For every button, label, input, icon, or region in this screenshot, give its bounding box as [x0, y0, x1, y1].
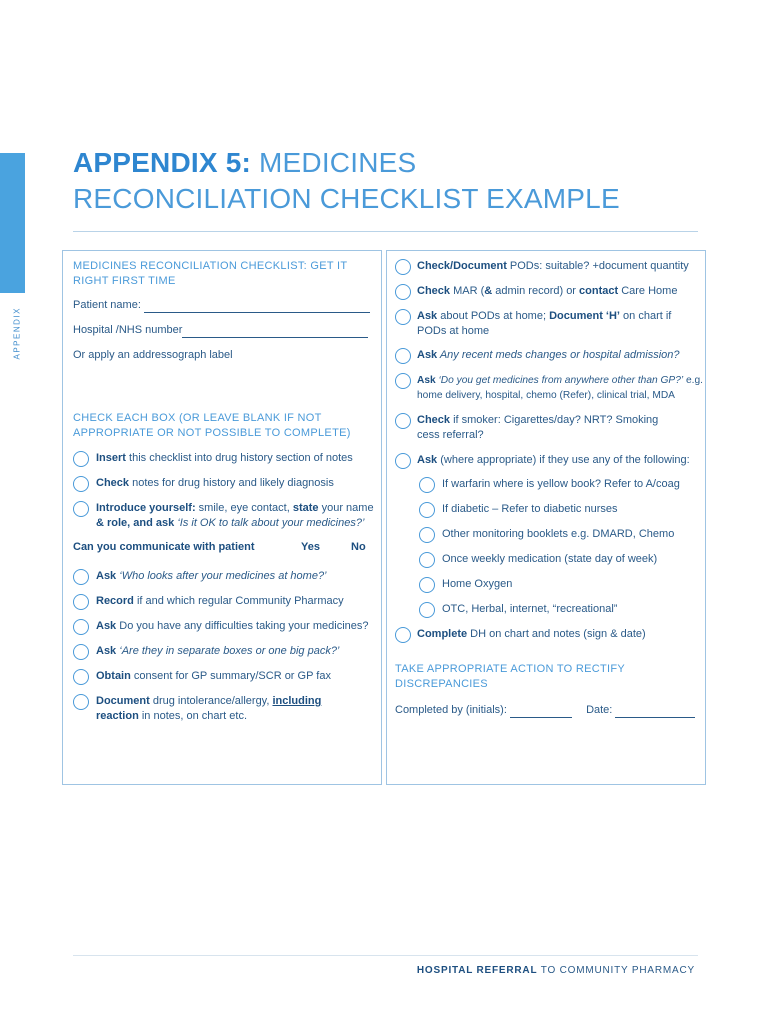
checkbox-otc[interactable] [419, 602, 435, 618]
action-heading-2: DISCREPANCIES [395, 678, 488, 690]
sub-item-warfarin: If warfarin where is yellow book? Refer to A/coag [442, 478, 680, 490]
item-document-line2: reaction in notes, on chart etc. [96, 710, 248, 722]
date-line[interactable] [615, 706, 695, 718]
title-line2: RECONCILIATION CHECKLIST EXAMPLE [73, 183, 620, 214]
title-divider [73, 231, 698, 232]
communicate-label: Can you communicate with patient [73, 541, 255, 553]
item-ask-other: Ask ‘Do you get medicines from anywhere other than GP?’ e.g. [417, 375, 703, 386]
item-check-smoker-line2: cess referral? [417, 429, 484, 441]
side-label: APPENDIX [12, 307, 22, 360]
completed-by-line[interactable] [510, 706, 572, 718]
item-ask-following: Ask (where appropriate) if they use any of the following: [417, 454, 690, 466]
completed-by-field[interactable] [395, 703, 695, 718]
left-heading-1: MEDICINES RECONCILIATION CHECKLIST: GET IT [73, 260, 348, 272]
item-introduce: Introduce yourself: smile, eye contact, state your name [96, 502, 374, 514]
patient-name-label: Patient name: [73, 299, 141, 311]
checkbox-document[interactable] [73, 694, 89, 710]
checkbox-weekly[interactable] [419, 552, 435, 568]
checkbox-check-document[interactable] [395, 259, 411, 275]
hospital-nhs-line[interactable] [182, 326, 368, 338]
item-check-smoker: Check if smoker: Cigarettes/day? NRT? Smoking [417, 414, 659, 426]
item-ask-other-line2: home delivery, hospital, chemo (Refer), clinical trial, MDA [417, 390, 675, 401]
checkbox-check-smoker[interactable] [395, 413, 411, 429]
checkbox-ask-pods[interactable] [395, 309, 411, 325]
side-tab [0, 153, 25, 293]
patient-name-field[interactable] [73, 298, 370, 313]
checkbox-ask-who[interactable] [73, 569, 89, 585]
checkbox-ask-recent[interactable] [395, 348, 411, 364]
checkbox-introduce[interactable] [73, 501, 89, 517]
title-line1-rest: MEDICINES [251, 147, 417, 178]
item-complete: Complete DH on chart and notes (sign & date) [417, 628, 646, 640]
item-check-document: Check/Document PODs: suitable? +document quantity [417, 260, 689, 272]
checkbox-check-notes[interactable] [73, 476, 89, 492]
communicate-no[interactable]: No [351, 541, 366, 553]
page-title [73, 145, 620, 217]
item-obtain: Obtain consent for GP summary/SCR or GP fax [96, 670, 331, 682]
completed-by-label: Completed by (initials): [395, 704, 507, 716]
date-label: Date: [586, 704, 613, 716]
checkbox-check-mar[interactable] [395, 284, 411, 300]
checkbox-warfarin[interactable] [419, 477, 435, 493]
item-insert: Insert this checklist into drug history section of notes [96, 452, 353, 464]
sub-item-oxygen: Home Oxygen [442, 578, 513, 590]
item-record: Record if and which regular Community Pharmacy [96, 595, 344, 607]
footer-divider [73, 955, 698, 956]
checkbox-obtain[interactable] [73, 669, 89, 685]
title-prefix: APPENDIX 5: [73, 147, 252, 178]
checkbox-record[interactable] [73, 594, 89, 610]
item-ask-recent: Ask Any recent meds changes or hospital admission? [417, 349, 680, 361]
sub-item-diabetic: If diabetic – Refer to diabetic nurses [442, 503, 618, 515]
item-ask-who: Ask ‘Who looks after your medicines at home?’ [96, 570, 327, 582]
left-heading-2: RIGHT FIRST TIME [73, 275, 176, 287]
patient-name-line[interactable] [144, 301, 370, 313]
hospital-nhs-label: Hospital /NHS number [73, 324, 183, 336]
checkbox-insert[interactable] [73, 451, 89, 467]
addressograph-text: Or apply an addressograph label [73, 349, 233, 361]
item-ask-pods-line2: PODs at home [417, 325, 490, 337]
checkbox-ask-following[interactable] [395, 453, 411, 469]
checkbox-ask-other[interactable] [395, 373, 411, 389]
checkbox-ask-boxes[interactable] [73, 644, 89, 660]
checkbox-ask-difficulties[interactable] [73, 619, 89, 635]
checkbox-monitoring[interactable] [419, 527, 435, 543]
sub-item-weekly: Once weekly medication (state day of week) [442, 553, 658, 565]
sub-item-monitoring: Other monitoring booklets e.g. DMARD, Chemo [442, 528, 675, 540]
item-introduce-line2: & role, and ask ‘Is it OK to talk about your medicines?’ [96, 517, 365, 529]
sub-item-otc: OTC, Herbal, internet, “recreational” [442, 603, 618, 615]
checkbox-complete[interactable] [395, 627, 411, 643]
footer [417, 965, 695, 976]
action-heading-1: TAKE APPROPRIATE ACTION TO RECTIFY [395, 663, 626, 675]
hospital-nhs-field[interactable] [73, 323, 368, 338]
item-ask-difficulties: Ask Do you have any difficulties taking your medicines? [96, 620, 369, 632]
checkbox-oxygen[interactable] [419, 577, 435, 593]
item-ask-pods: Ask about PODs at home; Document ‘H’ on chart if [417, 310, 672, 322]
checkbox-diabetic[interactable] [419, 502, 435, 518]
check-heading-1: CHECK EACH BOX (OR LEAVE BLANK IF NOT [73, 412, 322, 424]
item-check-notes: Check notes for drug history and likely diagnosis [96, 477, 334, 489]
item-document: Document drug intolerance/allergy, including [96, 695, 322, 707]
item-ask-boxes: Ask ‘Are they in separate boxes or one big pack?’ [96, 645, 340, 657]
check-heading-2: APPROPRIATE OR NOT POSSIBLE TO COMPLETE) [73, 427, 351, 439]
item-check-mar: Check MAR (& admin record) or contact Care Home [417, 285, 678, 297]
footer-bold: HOSPITAL REFERRAL [416, 965, 538, 976]
communicate-yes[interactable]: Yes [301, 541, 320, 553]
footer-rest: TO COMMUNITY PHARMACY [537, 965, 695, 976]
